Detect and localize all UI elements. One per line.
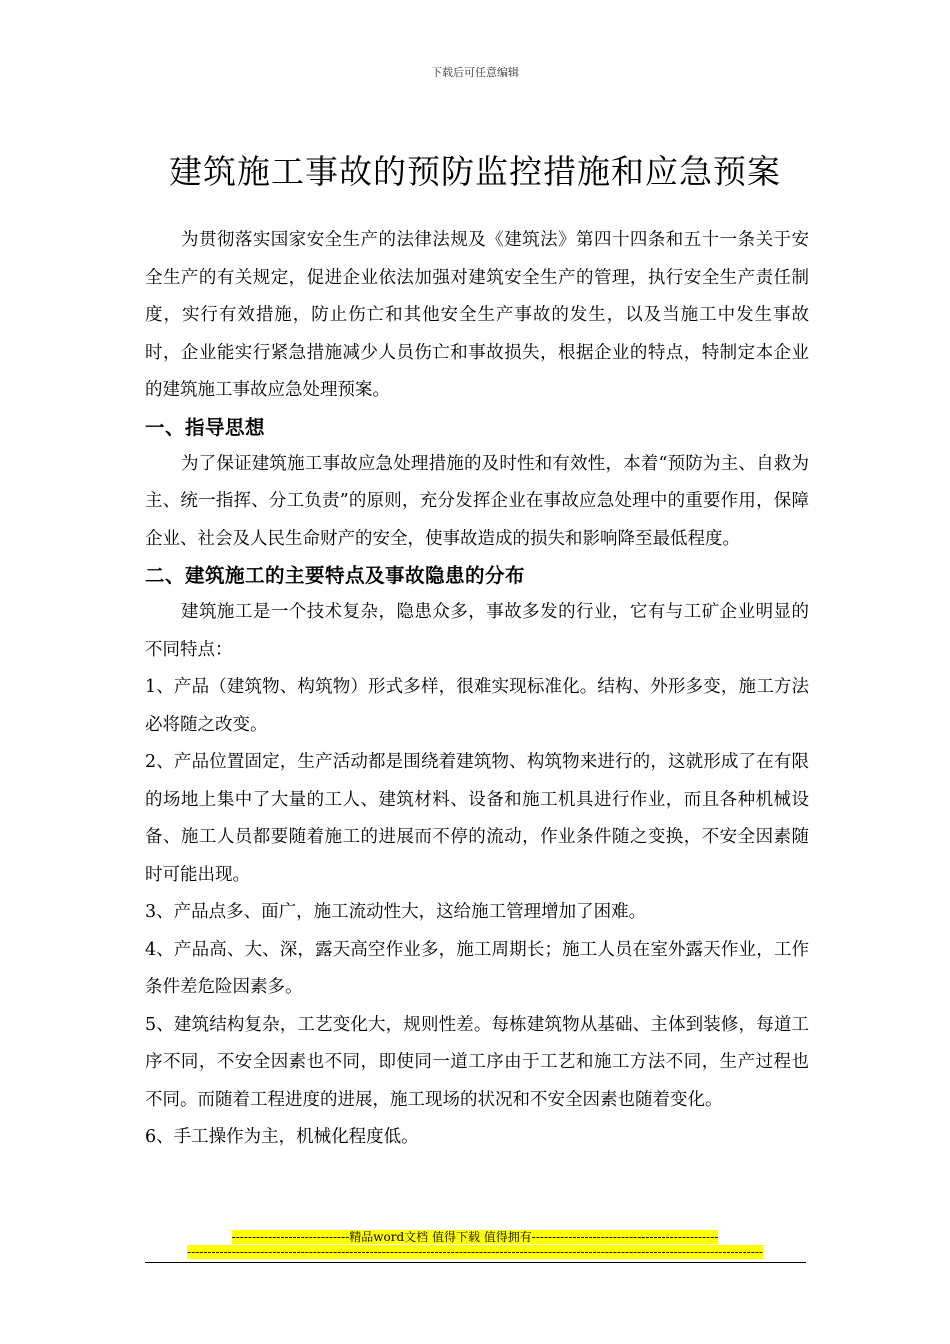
feature-list-item: 5、建筑结构复杂，工艺变化大，规则性差。每栋建筑物从基础、主体到装修，每道工序不同，不安全因素也不同，即使同一道工序由于工艺和施工方法不同，生产过程也不同。而随着工程进度的进展，施工现场的状况和不安全因素也随着变化。 (145, 1014, 809, 1110)
footer-dash-text: ---------------------------------------------------------------------------------------------------------------------------------------------- (187, 1245, 763, 1259)
footer-dash-line (0, 1245, 950, 1259)
intro-paragraph: 为贯彻落实国家安全生产的法律法规及《建筑法》第四十四条和五十一条关于安全生产的有关规定，促进企业依法加强对建筑安全生产的管理，执行安全生产责任制度，实行有效措施，防止伤亡和其他安全生产事故的发生，以及当施工中发生事故时，企业能实行紧急措施减少人员伤亡和事故损失，根据企业的特点，特制定本企业的建筑施工事故应急处理预案。 (145, 230, 809, 400)
section-heading-guiding-principle: 一、指导思想 (145, 415, 266, 439)
footer-banner-text: -----------------------------精品word文档 值得下载 值得拥有---------------------------------------------- (231, 1230, 719, 1244)
page-header-note: 下载后可任意编辑 (431, 66, 519, 79)
feature-list-item: 1、产品（建筑物、构筑物）形式多样，很难实现标准化。结构、外形多变，施工方法必将随之改变。 (145, 677, 809, 735)
document-body (145, 222, 809, 1157)
guiding-principle-paragraph: 为了保证建筑施工事故应急处理措施的及时性和有效性，本着“预防为主、自救为主、统一指挥、分工负责”的原则，充分发挥企业在事故应急处理中的重要作用，保障企业、社会及人民生命财产的安全，使事故造成的损失和影响降至最低程度。 (145, 453, 809, 549)
document-title: 建筑施工事故的预防监控措施和应急预案 (169, 152, 781, 192)
feature-list-item: 6、手工操作为主，机械化程度低。 (145, 1127, 419, 1147)
feature-list-item: 2、产品位置固定，生产活动都是围绕着建筑物、构筑物来进行的，这就形成了在有限的场地上集中了大量的工人、建筑材料、设备和施工机具进行作业，而且各种机械设备、施工人员都要随着施工的进展而不停的流动，作业条件随之变换，不安全因素随时可能出现。 (145, 752, 809, 885)
section-heading-construction-features: 二、建筑施工的主要特点及事故隐患的分布 (145, 564, 526, 587)
footer-rule (145, 1262, 806, 1263)
footer-banner (0, 1230, 950, 1244)
feature-list-item: 4、产品高、大、深，露天高空作业多，施工周期长；施工人员在室外露天作业，工作条件差危险因素多。 (145, 939, 809, 997)
construction-features-paragraph: 建筑施工是一个技术复杂，隐患众多，事故多发的行业，它有与工矿企业明显的不同特点： (145, 602, 809, 660)
feature-list-item: 3、产品点多、面广，施工流动性大，这给施工管理增加了困难。 (145, 902, 647, 922)
